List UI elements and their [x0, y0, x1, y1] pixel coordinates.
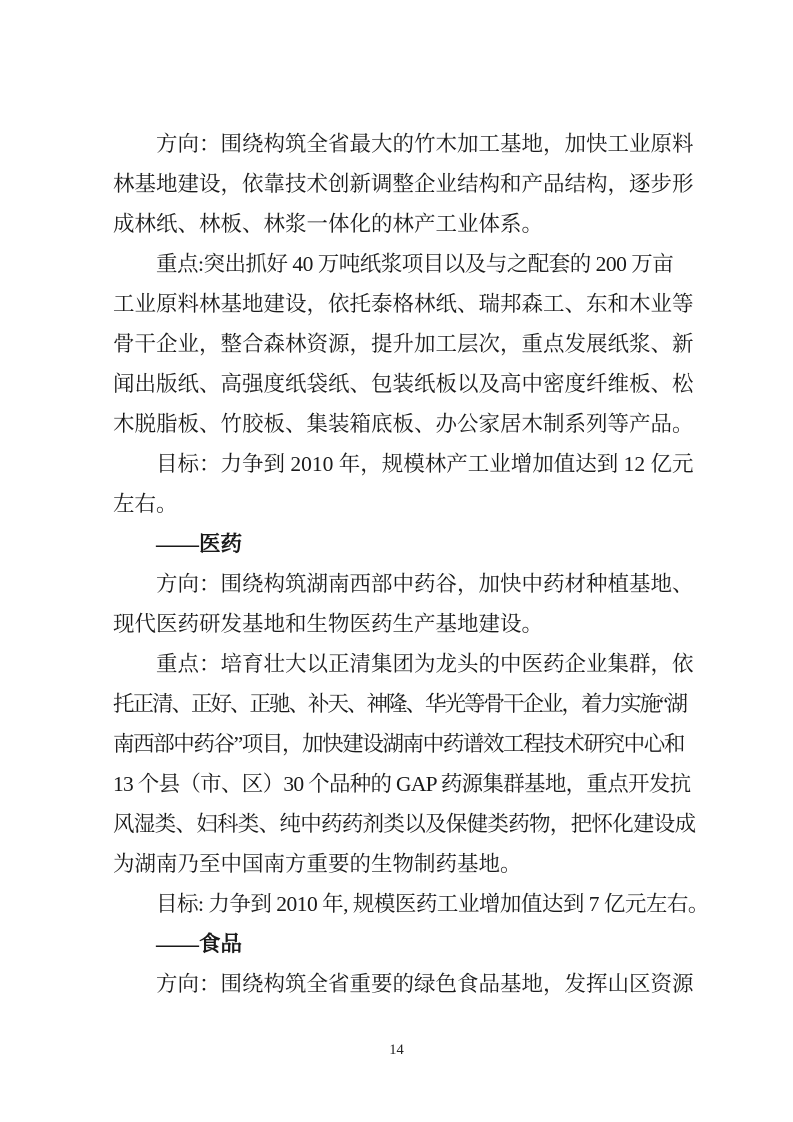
- text-line: 工业原料林基地建设，依托泰格林纸、瑞邦森工、东和木业等: [113, 292, 694, 316]
- text-line: 闻出版纸、高强度纸袋纸、包装纸板以及高中密度纤维板、松: [113, 372, 694, 396]
- text-line: 林基地建设，依靠技术创新调整企业结构和产品结构，逐步形: [113, 172, 694, 196]
- paragraph-focus-forestry: [113, 244, 697, 444]
- text-line: 风湿类、妇科类、纯中药药剂类以及保健类药物，把怀化建设成: [113, 812, 696, 836]
- text-line: 方向：围绕构筑全省最大的竹木加工基地，加快工业原料: [156, 132, 694, 156]
- text-line: 成林纸、林板、林浆一体化的林产工业体系。: [113, 212, 544, 236]
- text-line: 目标: 力争到 2010 年, 规模医药工业增加值达到 7 亿元左右。: [156, 892, 709, 916]
- page-number: 14: [389, 1042, 404, 1058]
- paragraph-direction-food: [113, 964, 697, 1004]
- text-line: 13 个县（市、区）30 个品种的 GAP 药源集群基地，重点开发抗: [113, 772, 691, 796]
- paragraph-direction-medicine: [113, 564, 697, 644]
- text-line: 重点：培育壮大以正清集团为龙头的中医药企业集群，依: [156, 652, 694, 676]
- section-heading-food: [113, 924, 697, 964]
- text-line: 目标：力争到 2010 年，规模林产工业增加值达到 12 亿元: [156, 452, 694, 476]
- document-body: [113, 124, 709, 1004]
- text-line: 方向：围绕构筑全省重要的绿色食品基地，发挥山区资源: [156, 972, 694, 996]
- paragraph-direction-forestry: [113, 124, 697, 244]
- section-heading-text: ——医药: [156, 532, 243, 556]
- text-line: 托正清、正好、正驰、补天、神隆、华光等骨干企业，着力实施“湖: [113, 692, 687, 716]
- text-line: 左右。: [113, 492, 178, 516]
- text-line: 木脱脂板、竹胶板、集装箱底板、办公家居木制系列等产品。: [113, 412, 694, 436]
- text-line: 南西部中药谷”项目，加快建设湖南中药谱效工程技术研究中心和: [113, 732, 684, 756]
- text-line: 现代医药研发基地和生物医药生产基地建设。: [113, 612, 544, 636]
- section-heading-text: ——食品: [156, 932, 243, 956]
- section-heading-medicine: [113, 524, 697, 564]
- paragraph-goal-medicine: [113, 884, 709, 924]
- text-line: 方向：围绕构筑湖南西部中药谷，加快中药材种植基地、: [156, 572, 694, 596]
- paragraph-focus-medicine: [113, 644, 697, 884]
- text-line: 为湖南乃至中国南方重要的生物制药基地。: [113, 852, 522, 876]
- text-line: 骨干企业，整合森林资源，提升加工层次，重点发展纸浆、新: [113, 332, 694, 356]
- paragraph-goal-forestry: [113, 444, 697, 524]
- text-line: 重点:突出抓好 40 万吨纸浆项目以及与之配套的 200 万亩: [156, 252, 674, 276]
